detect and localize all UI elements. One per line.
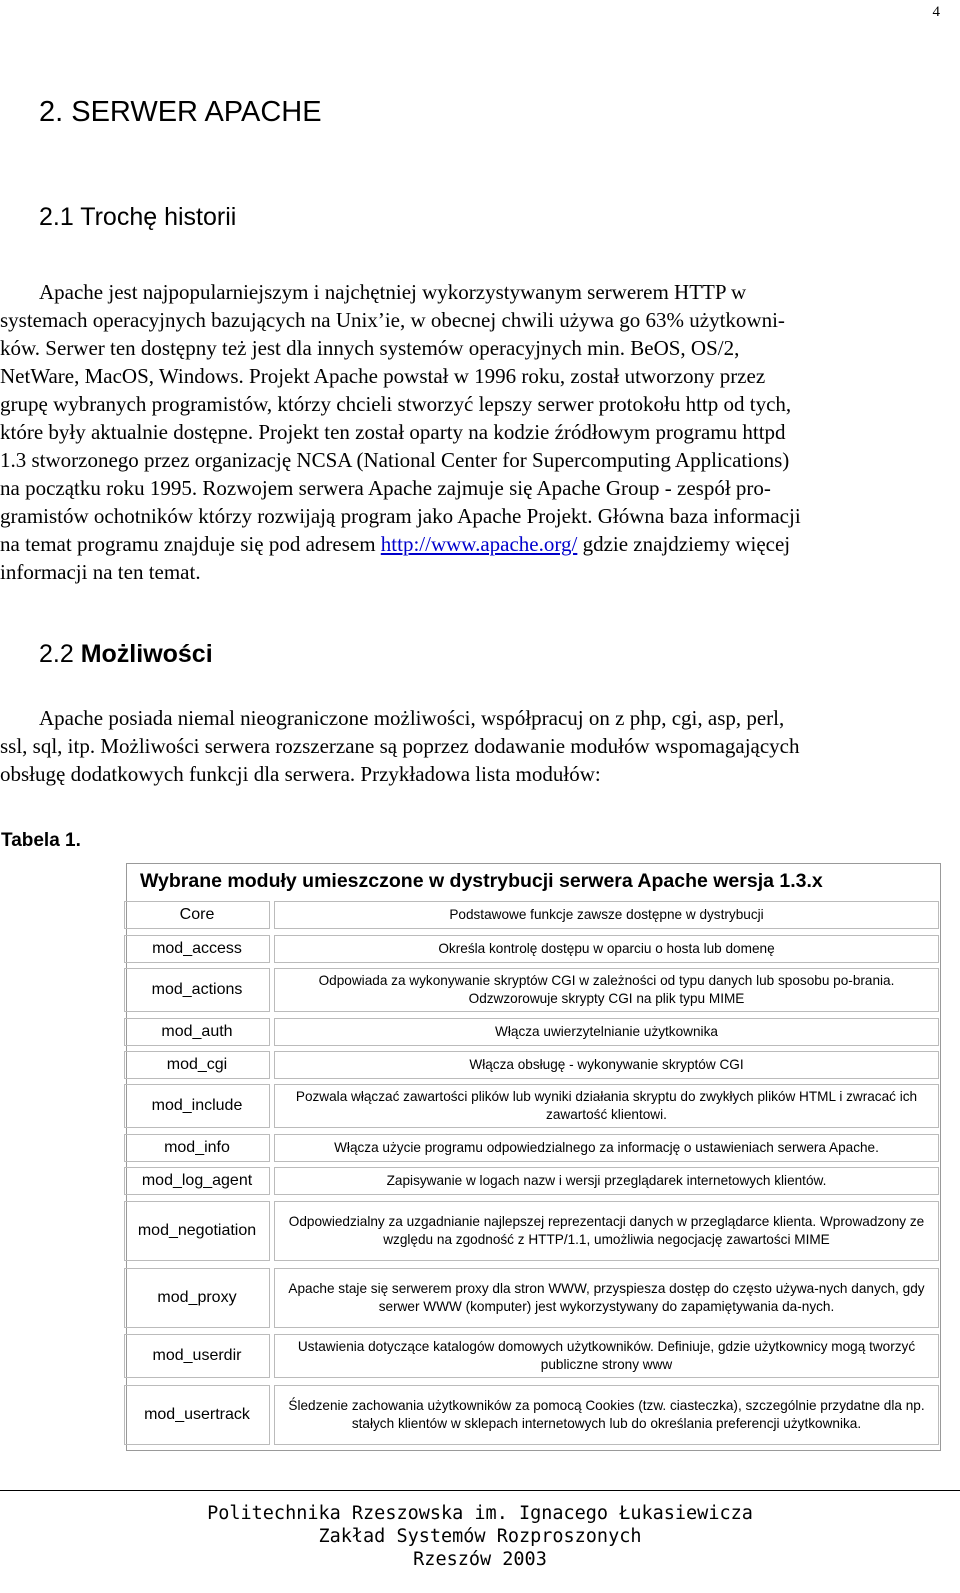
module-name: mod_include: [124, 1084, 270, 1128]
module-name: mod_info: [124, 1134, 270, 1162]
module-description: Podstawowe funkcje zawsze dostępne w dystrybucji: [274, 901, 939, 929]
paragraph-line: obsługę dodatkowych funkcji dla serwera. Przykładowa lista modułów:: [0, 762, 601, 786]
module-description: Odpowiada za wykonywanie skryptów CGI w zależności od typu danych lub sposobu po-brania. Odzwzorowuje skrypty CGI na plik typu MIME: [274, 968, 939, 1012]
module-name: mod_actions: [124, 968, 270, 1012]
paragraph-line: 1.3 stworzonego przez organizację NCSA (National Center for Supercomputing Applications): [0, 448, 790, 472]
paragraph-line: które były aktualnie dostępne. Projekt ten został oparty na kodzie źródłowym programu httpd: [0, 420, 786, 444]
table-label: Tabela 1.: [1, 830, 81, 851]
paragraph-line: informacji na ten temat.: [0, 560, 201, 584]
paragraph-line: na początku roku 1995. Rozwojem serwera Apache zajmuje się Apache Group - zespół pro-: [0, 476, 771, 500]
module-name: mod_access: [124, 935, 270, 963]
footer-department: Zakład Systemów Rozproszonych: [318, 1526, 642, 1547]
module-name: mod_auth: [124, 1018, 270, 1046]
module-name: mod_log_agent: [124, 1167, 270, 1195]
footer-divider: [0, 1490, 960, 1491]
module-description: Określa kontrolę dostępu w oparciu o hosta lub domenę: [274, 935, 939, 963]
module-description: Śledzenie zachowania użytkowników za pomocą Cookies (tzw. ciasteczka), szczególnie przydatne dla np. stałych klientów w sklepach internetowych lub do określania preferencji użytkownika.: [274, 1385, 939, 1445]
module-description: Zapisywanie w logach nazw i wersji przeglądarek internetowych klientów.: [274, 1167, 939, 1195]
apache-link[interactable]: http://www.apache.org/: [380, 532, 578, 556]
module-name: mod_cgi: [124, 1051, 270, 1079]
module-description: Włącza uwierzytelnianie użytkownika: [274, 1018, 939, 1046]
footer-place-year: Rzeszów 2003: [413, 1549, 547, 1570]
paragraph-line: grupę wybranych programistów, którzy chcieli stworzyć lepszy serwer protokołu http od tych,: [0, 392, 792, 416]
module-description: Pozwala włączać zawartości plików lub wyniki działania skryptu do zwykłych plików HTML i zwracać ich zawartość klientowi.: [274, 1084, 939, 1128]
section-title-features: 2.2 Możliwości: [39, 640, 213, 668]
paragraph-line: NetWare, MacOS, Windows. Projekt Apache powstał w 1996 roku, został utworzony przez: [0, 364, 766, 388]
module-name: mod_userdir: [124, 1334, 270, 1378]
module-name: mod_usertrack: [124, 1385, 270, 1445]
paragraph-line: ków. Serwer ten dostępny też jest dla innych systemów operacyjnych min. BeOS, OS/2,: [0, 336, 740, 360]
module-name: Core: [124, 901, 270, 929]
paragraph-line: gramistów ochotników którzy rozwijają program jako Apache Projekt. Główna baza informacji: [0, 504, 801, 528]
module-name: mod_negotiation: [124, 1201, 270, 1261]
table-caption: Wybrane moduły umieszczone w dystrybucji serwera Apache wersja 1.3.x: [140, 870, 823, 892]
paragraph-line: systemach operacyjnych bazujących na Unix’ie, w obecnej chwili używa go 63% użytkowni-: [0, 308, 785, 332]
paragraph-line: Apache jest najpopularniejszym i najchętniej wykorzystywanym serwerem HTTP w: [39, 280, 747, 304]
module-description: Ustawienia dotyczące katalogów domowych użytkowników. Definiuje, gdzie użytkownicy mogą tworzyć publiczne strony www: [274, 1334, 939, 1378]
paragraph-line: Apache posiada niemal nieograniczone możliwości, współpracuj on z php, cgi, asp, perl,: [39, 706, 785, 730]
module-description: Apache staje się serwerem proxy dla stron WWW, przyspiesza dostęp do często używa-nych danych, gdy serwer WWW (komputer) jest wykorzystywany do zapamiętywania da-nych.: [274, 1268, 939, 1328]
module-description: Odpowiedzialny za uzgadnianie najlepszej reprezentacji danych w przeglądarce klienta. Wprowadzony ze względu na zgodność z HTTP/1.1, umożliwia negocjację zawartości MIME: [274, 1201, 939, 1261]
module-description: Włącza obsługę - wykonywanie skryptów CGI: [274, 1051, 939, 1079]
module-description: Włącza użycie programu odpowiedzialnego za informację o ustawieniach serwera Apache.: [274, 1134, 939, 1162]
section-title-history: 2.1 Trochę historii: [39, 203, 237, 231]
footer-institution: Politechnika Rzeszowska im. Ignacego Łukasiewicza: [207, 1503, 753, 1524]
paragraph-line: na temat programu znajduje się pod adresem http://www.apache.org/ gdzie znajdziemy więcej: [0, 532, 791, 556]
module-name: mod_proxy: [124, 1268, 270, 1328]
history-paragraph: [0, 278, 950, 586]
page-number: 4: [932, 4, 940, 20]
paragraph-line: ssl, sql, itp. Możliwości serwera rozszerzane są poprzez dodawanie modułów wspomagających: [0, 734, 800, 758]
chapter-title: 2. SERWER APACHE: [39, 96, 322, 128]
features-paragraph: [0, 704, 950, 788]
